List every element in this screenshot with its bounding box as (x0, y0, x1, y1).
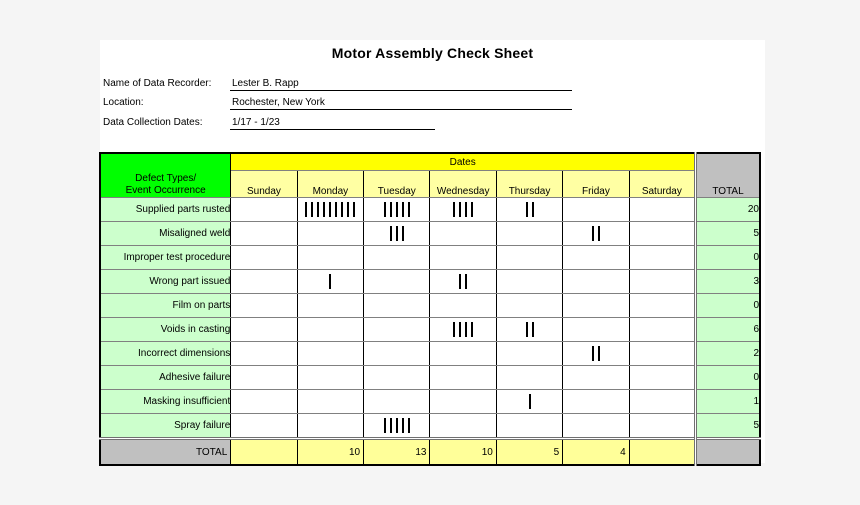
defect-label: Spray failure (100, 414, 231, 439)
tally-cell (563, 222, 629, 246)
tally-mark (341, 202, 343, 217)
tally-mark (471, 322, 473, 337)
tally-cell (231, 270, 297, 294)
row-total: 0 (696, 366, 760, 390)
tally-cell (430, 318, 496, 342)
day-total-monday: 10 (297, 439, 363, 466)
tally-cell (629, 222, 695, 246)
tally-cell (297, 294, 363, 318)
day-total-row (100, 439, 760, 466)
tally-cell (364, 390, 430, 414)
defect-label: Voids in casting (100, 318, 231, 342)
tally-mark (396, 202, 398, 217)
tally-mark (390, 226, 392, 241)
tally-cell (430, 342, 496, 366)
tally-mark (353, 202, 355, 217)
tally-cell (364, 366, 430, 390)
tally-cell (297, 390, 363, 414)
tally-mark (598, 226, 600, 241)
tally-cell (496, 270, 562, 294)
defect-row (100, 414, 760, 439)
defect-types-header-line1: Defect Types/ (135, 173, 197, 184)
tally-body (100, 198, 760, 439)
dates-header-row (100, 153, 760, 171)
tally-cell (629, 270, 695, 294)
tally-mark (598, 346, 600, 361)
row-total: 20 (696, 198, 760, 222)
tally-cell (297, 414, 363, 439)
tally-cell (430, 366, 496, 390)
tally-cell (496, 318, 562, 342)
tally-mark (402, 202, 404, 217)
tally-cell (231, 222, 297, 246)
row-total: 5 (696, 414, 760, 439)
tally-mark (453, 322, 455, 337)
row-total: 3 (696, 270, 760, 294)
tally-cell (496, 222, 562, 246)
tally-cell (231, 366, 297, 390)
tally-cell (496, 390, 562, 414)
tally-mark (384, 202, 386, 217)
collection-dates-label: Data Collection Dates: (103, 116, 203, 128)
location-value: Rochester, New York (230, 97, 572, 110)
field-row-dates (103, 110, 765, 130)
day-header-sunday: Sunday (231, 171, 297, 198)
tally-cell (364, 414, 430, 439)
tally-mark (471, 202, 473, 217)
defect-row (100, 318, 760, 342)
tally-mark (459, 322, 461, 337)
tally-cell (629, 390, 695, 414)
defect-label: Adhesive failure (100, 366, 231, 390)
tally-cell (496, 246, 562, 270)
tally-cell (231, 294, 297, 318)
tally-cell (496, 366, 562, 390)
tally-cell (430, 198, 496, 222)
tally-mark (402, 226, 404, 241)
tally-cell (231, 318, 297, 342)
form-header (103, 71, 765, 130)
tally-cell (364, 222, 430, 246)
defect-label: Improper test procedure (100, 246, 231, 270)
day-total-sunday (231, 439, 297, 466)
tally-mark (465, 322, 467, 337)
defect-row (100, 198, 760, 222)
tally-cell (563, 414, 629, 439)
dates-header: Dates (231, 153, 696, 171)
day-total-friday: 4 (563, 439, 629, 466)
day-total-wednesday: 10 (430, 439, 496, 466)
tally-cell (297, 246, 363, 270)
defect-label: Misaligned weld (100, 222, 231, 246)
tally-cell (430, 222, 496, 246)
tally-cell (563, 342, 629, 366)
tally-mark (453, 202, 455, 217)
day-header-saturday: Saturday (629, 171, 695, 198)
tally-mark (305, 202, 307, 217)
day-header-monday: Monday (297, 171, 363, 198)
row-total: 0 (696, 246, 760, 270)
tally-mark (532, 202, 534, 217)
tally-cell (563, 366, 629, 390)
tally-cell (231, 198, 297, 222)
tally-mark (317, 202, 319, 217)
day-header-tuesday: Tuesday (364, 171, 430, 198)
tally-mark (335, 202, 337, 217)
tally-mark (329, 274, 331, 289)
defect-row (100, 246, 760, 270)
location-label: Location: (103, 97, 144, 108)
collection-dates-value: 1/17 - 1/23 (230, 117, 435, 130)
tally-cell (297, 222, 363, 246)
tally-cell (563, 246, 629, 270)
defect-row (100, 270, 760, 294)
tally-cell (629, 246, 695, 270)
day-header-thursday: Thursday (496, 171, 562, 198)
tally-cell (231, 390, 297, 414)
tally-mark (526, 322, 528, 337)
tally-cell (364, 198, 430, 222)
defect-row (100, 390, 760, 414)
tally-cell (231, 342, 297, 366)
tally-cell (297, 318, 363, 342)
tally-mark (532, 322, 534, 337)
tally-mark (402, 418, 404, 433)
recorder-value: Lester B. Rapp (230, 78, 572, 91)
defect-label: Incorrect dimensions (100, 342, 231, 366)
tally-cell (297, 198, 363, 222)
tally-cell (364, 246, 430, 270)
row-total: 2 (696, 342, 760, 366)
tally-cell (629, 414, 695, 439)
tally-cell (496, 342, 562, 366)
tally-mark (323, 202, 325, 217)
day-total-label: TOTAL (100, 439, 231, 466)
day-header-wednesday: Wednesday (430, 171, 496, 198)
tally-mark (465, 202, 467, 217)
tally-mark (592, 226, 594, 241)
tally-mark (396, 418, 398, 433)
tally-mark (390, 202, 392, 217)
tally-cell (364, 342, 430, 366)
tally-cell (364, 294, 430, 318)
check-sheet-document (100, 40, 765, 463)
tally-mark (459, 202, 461, 217)
defect-types-header (100, 153, 231, 198)
field-row-location (103, 91, 765, 111)
defect-label: Film on parts (100, 294, 231, 318)
tally-cell (496, 294, 562, 318)
tally-mark (592, 346, 594, 361)
field-row-recorder (103, 71, 765, 91)
tally-cell (629, 294, 695, 318)
tally-cell (364, 270, 430, 294)
row-total: 0 (696, 294, 760, 318)
tally-mark (459, 274, 461, 289)
tally-mark (465, 274, 467, 289)
tally-cell (563, 318, 629, 342)
row-total: 6 (696, 318, 760, 342)
defect-label: Supplied parts rusted (100, 198, 231, 222)
tally-cell (629, 366, 695, 390)
defect-row (100, 342, 760, 366)
recorder-label: Name of Data Recorder: (103, 77, 212, 89)
page-title: Motor Assembly Check Sheet (331, 45, 534, 61)
tally-cell (430, 246, 496, 270)
tally-cell (231, 246, 297, 270)
tally-cell (231, 414, 297, 439)
tally-cell (629, 342, 695, 366)
tally-cell (430, 414, 496, 439)
tally-cell (563, 390, 629, 414)
defect-label: Masking insufficient (100, 390, 231, 414)
tally-mark (408, 418, 410, 433)
day-total-saturday (629, 439, 695, 466)
tally-cell (430, 390, 496, 414)
tally-mark (329, 202, 331, 217)
day-total-thursday: 5 (496, 439, 562, 466)
tally-cell (297, 270, 363, 294)
tally-cell (430, 294, 496, 318)
row-total: 1 (696, 390, 760, 414)
day-header-friday: Friday (563, 171, 629, 198)
tally-cell (629, 198, 695, 222)
tally-cell (629, 318, 695, 342)
defect-label: Wrong part issued (100, 270, 231, 294)
tally-mark (526, 202, 528, 217)
tally-cell (563, 270, 629, 294)
defect-types-header-line2: Event Occurrence (125, 185, 206, 196)
tally-mark (347, 202, 349, 217)
tally-cell (563, 198, 629, 222)
defect-row (100, 366, 760, 390)
tally-cell (563, 294, 629, 318)
tally-cell (297, 366, 363, 390)
tally-mark (384, 418, 386, 433)
tally-mark (529, 394, 531, 409)
tally-mark (311, 202, 313, 217)
row-total: 5 (696, 222, 760, 246)
total-column-header: TOTAL (696, 153, 760, 198)
defect-row (100, 294, 760, 318)
tally-cell (297, 342, 363, 366)
tally-mark (408, 202, 410, 217)
tally-cell (496, 198, 562, 222)
tally-mark (396, 226, 398, 241)
tally-cell (430, 270, 496, 294)
tally-cell (364, 318, 430, 342)
tally-mark (390, 418, 392, 433)
day-total-tuesday: 13 (364, 439, 430, 466)
defect-row (100, 222, 760, 246)
tally-cell (496, 414, 562, 439)
grand-total-cell (696, 439, 760, 466)
tally-table (99, 152, 761, 466)
